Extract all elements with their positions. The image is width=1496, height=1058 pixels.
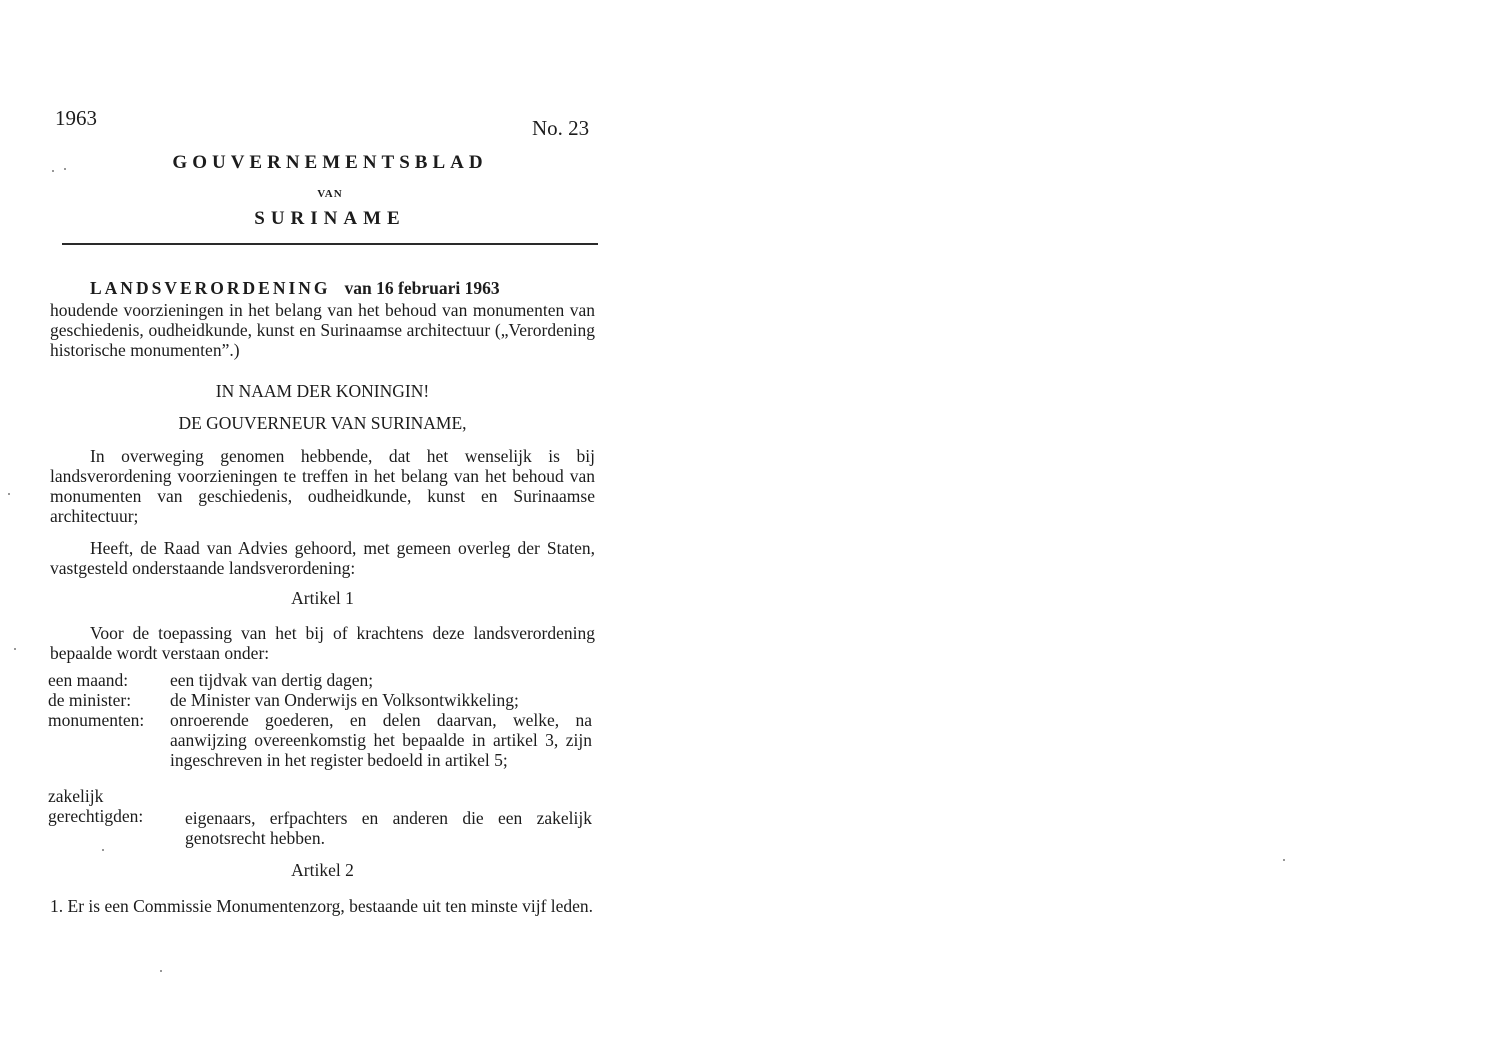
definition-term: gerechtigden: [48,806,144,826]
definition-term: de minister: [48,690,132,710]
scan-speck [52,170,54,172]
consideration-paragraph: In overweging genomen hebbende, dat het wenselijk is bij landsverordening voorzieningen te treffen in het belang van het behoud van monumenten van geschiedenis, oudheidkunde, kunst en Surinaamse architectuur; [50,446,595,526]
ordinance-date: van 16 februari 1963 [344,278,500,298]
definition-term: een maand: [48,670,129,690]
scan-speck [8,493,10,495]
scan-speck [14,648,16,650]
scan-speck [102,849,104,851]
publication-number: No. 23 [532,116,590,140]
enactment-paragraph: Heeft, de Raad van Advies gehoord, met gemeen overleg der Staten, vastgesteld onderstaande landsverordening: [50,538,595,578]
masthead-title: GOUVERNEMENTSBLAD [172,152,488,173]
scan-speck [160,970,162,972]
ordinance-title-line [90,278,500,299]
scan-speck [64,168,66,170]
article2-paragraph1: 1. Er is een Commissie Monumentenzorg, bestaande uit ten minste vijf leden. [50,896,594,916]
definition-term: zakelijk [48,786,104,806]
masthead-van: VAN [317,188,343,200]
article1-heading: Artikel 1 [291,588,354,608]
definition-term: monumenten: [48,710,145,730]
publication-year: 1963 [55,106,97,130]
header-divider [62,243,598,245]
ordinance-label: LANDSVERORDENING [90,278,331,298]
definition-text: een tijdvak van dertig dagen; [170,670,374,690]
masthead-country: SURINAME [254,208,406,229]
ordinance-description: houdende voorzieningen in het belang van het behoud van monumenten van geschiedenis, oudheidkunde, kunst en Surinaamse architectuur („Verordening historische monumenten”.) [50,300,595,360]
scan-speck [1283,859,1285,861]
article1-intro: Voor de toepassing van het bij of krachtens deze landsverordening bepaalde wordt verstaan onder: [50,623,595,663]
definition-text: eigenaars, erfpachters en anderen die een zakelijk genotsrecht hebben. [185,808,592,848]
definition-text: onroerende goederen, en delen daarvan, welke, na aanwijzing overeenkomstig het bepaalde in artikel 3, zijn ingeschreven in het register bedoeld in artikel 5; [170,710,592,770]
definition-text: de Minister van Onderwijs en Volksontwikkeling; [170,690,519,710]
preamble-queen: IN NAAM DER KONINGIN! [215,381,430,401]
article2-heading: Artikel 2 [291,860,354,880]
preamble-governor: DE GOUVERNEUR VAN SURINAME, [178,413,467,433]
